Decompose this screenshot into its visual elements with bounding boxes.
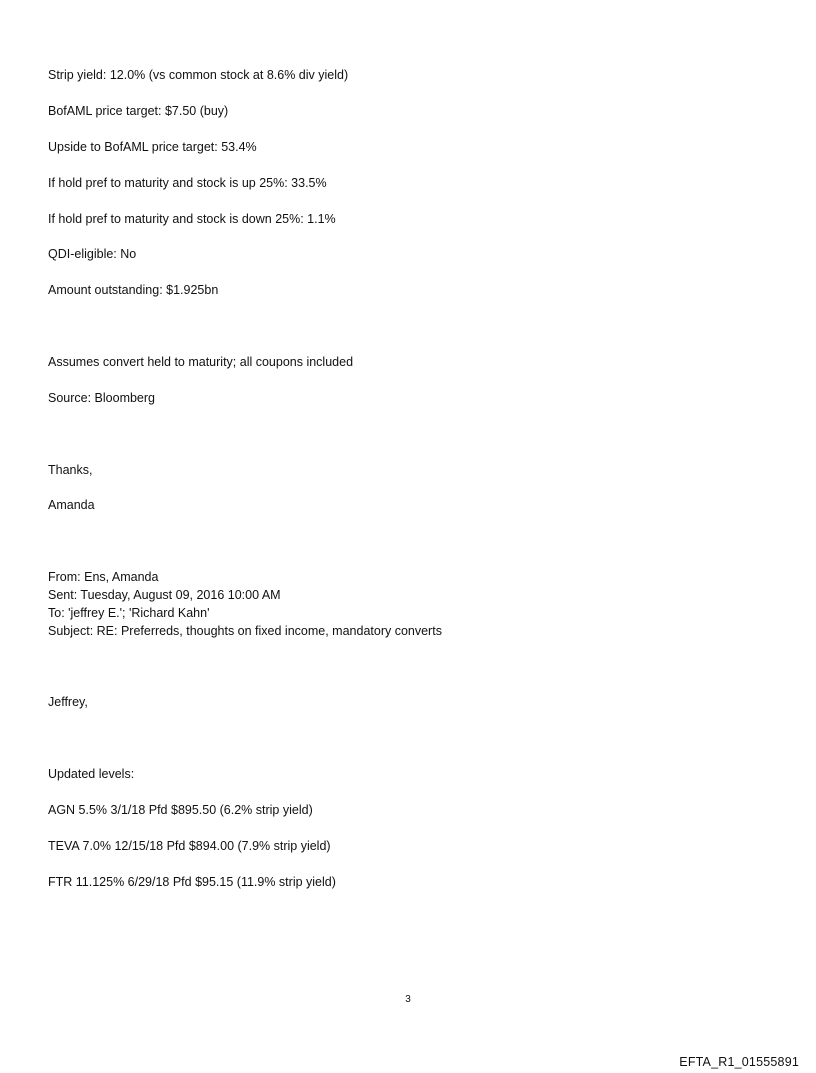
greeting: Jeffrey, bbox=[48, 695, 88, 709]
amount-outstanding-line: Amount outstanding: $1.925bn bbox=[48, 283, 219, 297]
price-target-line: BofAML price target: $7.50 (buy) bbox=[48, 104, 229, 118]
stock-up-scenario-line: If hold pref to maturity and stock is up 25%: 33.5% bbox=[48, 176, 327, 190]
source-note: Source: Bloomberg bbox=[48, 391, 156, 405]
updated-levels-intro: Updated levels: bbox=[48, 767, 135, 781]
email-to: To: 'jeffrey E.'; 'Richard Kahn' bbox=[48, 606, 210, 620]
level-teva: TEVA 7.0% 12/15/18 Pfd $894.00 (7.9% strip yield) bbox=[48, 839, 331, 853]
level-agn: AGN 5.5% 3/1/18 Pfd $895.50 (6.2% strip yield) bbox=[48, 803, 313, 817]
page-number: 3 bbox=[405, 994, 411, 1005]
qdi-eligible-line: QDI-eligible: No bbox=[48, 247, 137, 261]
signoff-thanks: Thanks, bbox=[48, 463, 93, 477]
stock-down-scenario-line: If hold pref to maturity and stock is down 25%: 1.1% bbox=[48, 212, 336, 226]
document-id: EFTA_R1_01555891 bbox=[679, 1055, 799, 1069]
strip-yield-line: Strip yield: 12.0% (vs common stock at 8.6% div yield) bbox=[48, 68, 349, 82]
level-ftr: FTR 11.125% 6/29/18 Pfd $95.15 (11.9% strip yield) bbox=[48, 875, 336, 889]
email-subject: Subject: RE: Preferreds, thoughts on fixed income, mandatory converts bbox=[48, 624, 442, 638]
email-from: From: Ens, Amanda bbox=[48, 570, 159, 584]
email-sent: Sent: Tuesday, August 09, 2016 10:00 AM bbox=[48, 588, 281, 602]
assumption-note: Assumes convert held to maturity; all coupons included bbox=[48, 355, 354, 369]
upside-line: Upside to BofAML price target: 53.4% bbox=[48, 140, 257, 154]
signoff-name: Amanda bbox=[48, 498, 95, 512]
